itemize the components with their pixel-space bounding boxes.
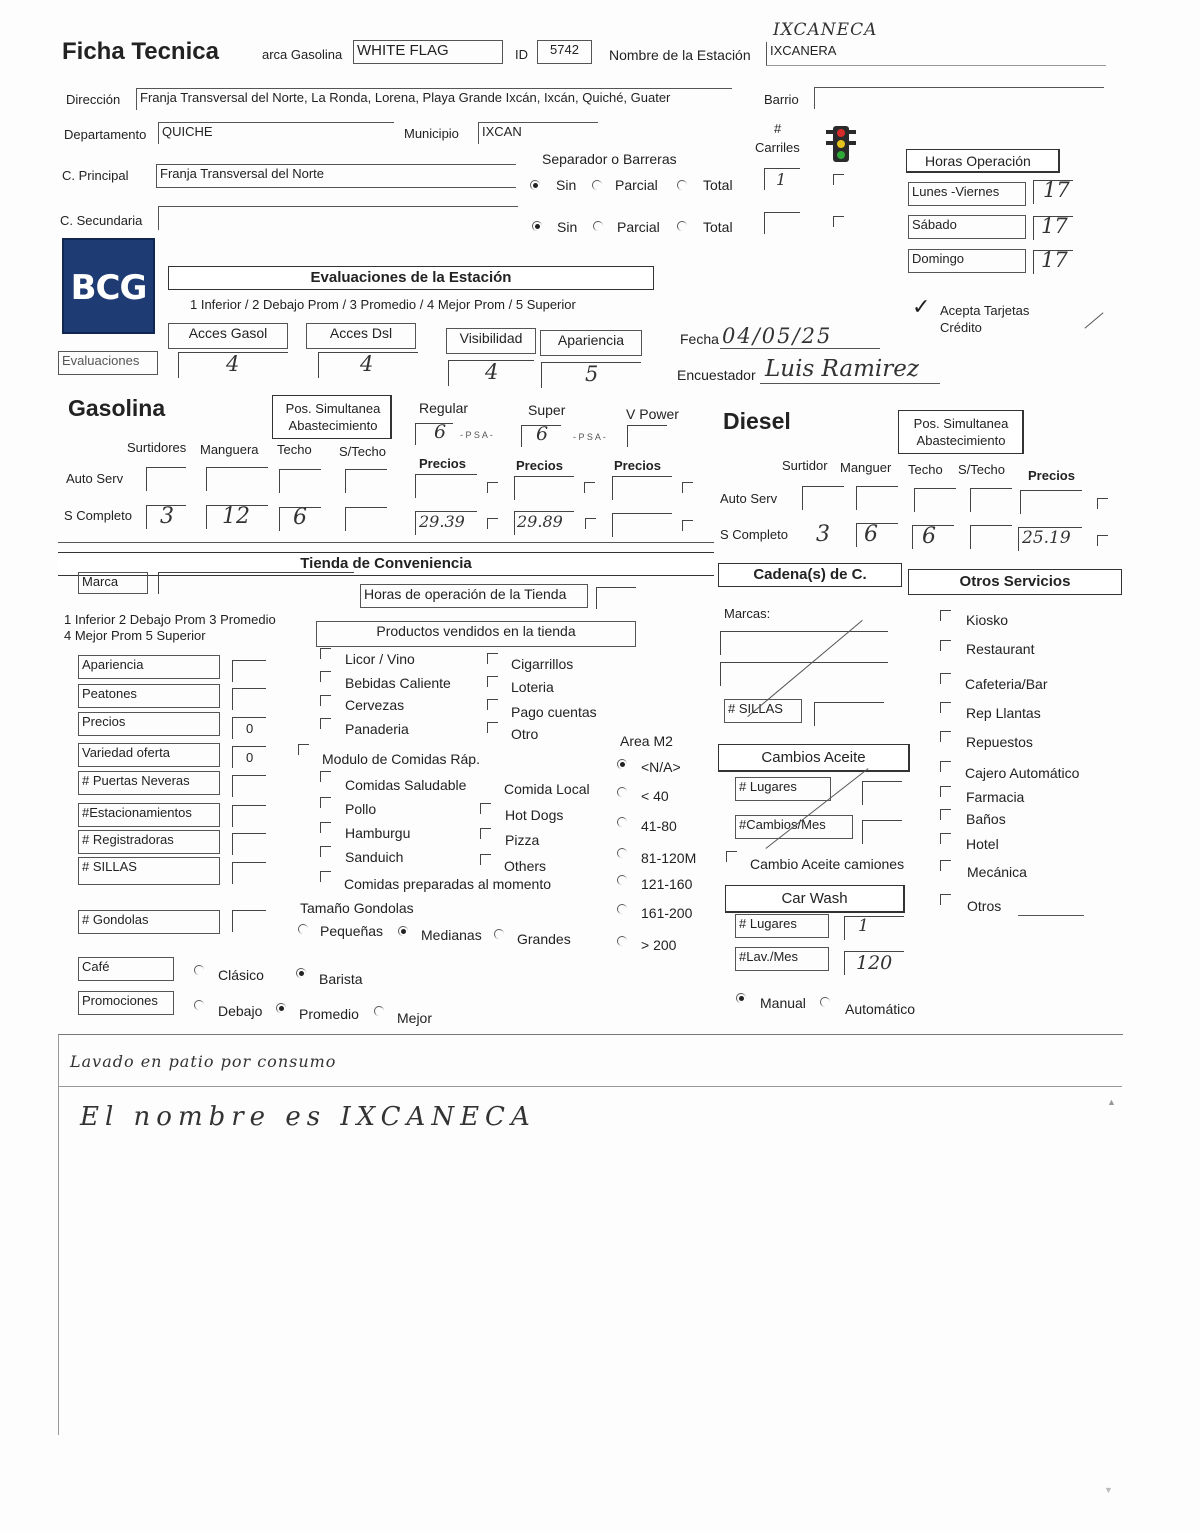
carwash-automatico-radio[interactable]	[820, 997, 830, 1007]
encuestador-value: Luis Ramirez	[765, 356, 920, 382]
tarjetas-label: Acepta Tarjetas Crédito	[940, 303, 1030, 335]
gondola-grandes-label: Grandes	[517, 931, 571, 947]
diesel-sc-techo-value: 6	[922, 524, 936, 549]
producto-loteria-checkbox[interactable]	[487, 676, 498, 687]
sep1-sin-radio[interactable]	[530, 180, 540, 190]
comidas-preparadas-checkbox[interactable]	[320, 871, 331, 882]
otros-cafeteria-label: Cafeteria/Bar	[965, 676, 1048, 692]
tienda-row-variedad: Variedad oferta	[78, 743, 220, 767]
cambio-camiones-checkbox[interactable]	[726, 851, 737, 862]
area-200-radio[interactable]	[617, 936, 627, 946]
encuestador-line	[760, 383, 940, 384]
bcg-logo	[62, 238, 155, 334]
otros-llantas-checkbox[interactable]	[940, 702, 951, 713]
otros-otros-checkbox[interactable]	[940, 894, 951, 905]
marca-gasolina-label: arca Gasolina	[262, 47, 343, 62]
diesel-sc-manguer-value: 6	[864, 522, 878, 547]
diesel-as-surtidor[interactable]	[802, 486, 844, 510]
tienda-row-puertas-field[interactable]	[232, 775, 266, 797]
secundaria-field[interactable]	[158, 206, 518, 230]
diesel-sc-precio-value: 25.19	[1022, 528, 1071, 548]
scroll-down-icon[interactable]: ▼	[1104, 1485, 1113, 1495]
otros-cajero-label: Cajero Automático	[965, 765, 1080, 781]
comida-sanduich-checkbox[interactable]	[320, 846, 331, 857]
cambios-mes-label: #Cambios/Mes	[735, 815, 853, 839]
producto-licor-label: Licor / Vino	[345, 651, 415, 667]
evaluaciones-scale: 1 Inferior / 2 Debajo Prom / 3 Promedio / 4 Mejor Prom / 5 Superior	[190, 297, 576, 312]
carriles-field-2[interactable]	[764, 212, 800, 234]
comida-others-label: Others	[504, 858, 547, 874]
tienda-scale-2: 4 Mejor Prom 5 Superior	[64, 628, 206, 643]
producto-licor-checkbox[interactable]	[320, 648, 331, 659]
gondola-grandes-radio[interactable]	[494, 929, 504, 939]
area-41-80-radio[interactable]	[617, 817, 627, 827]
principal-label: C. Principal	[62, 168, 129, 183]
notes-line-1: Lavado en patio por consumo	[70, 1052, 337, 1071]
vpower-psa-field[interactable]	[627, 425, 667, 447]
diesel-as-precio[interactable]	[1020, 490, 1082, 514]
comida-pollo-label: Pollo	[345, 801, 377, 817]
cadena-sillas-label: # SILLAS	[724, 699, 802, 723]
producto-panaderia-checkbox[interactable]	[320, 718, 331, 729]
diesel-as-stecho[interactable]	[970, 488, 1012, 512]
sep1-total-label: Total	[703, 177, 733, 193]
comida-pizza-label: Pizza	[505, 832, 540, 848]
diesel-sc-checkbox[interactable]	[1097, 535, 1108, 546]
sep1-total-radio[interactable]	[677, 180, 687, 190]
municipio-field[interactable]: IXCAN	[478, 122, 598, 144]
promo-debajo-radio[interactable]	[194, 1000, 204, 1010]
gas-sc-precio-super-value: 29.89	[517, 512, 563, 531]
super-label: Super	[528, 402, 566, 418]
gas-auto-serv-label: Auto Serv	[66, 471, 124, 486]
diesel-as-techo[interactable]	[914, 488, 956, 512]
sep1-parcial-label: Parcial	[615, 177, 658, 193]
regular-label: Regular	[419, 400, 469, 416]
promociones-label: Promociones	[78, 991, 174, 1015]
area-161-200-label: 161-200	[641, 905, 693, 921]
otros-otros-line	[1018, 915, 1084, 916]
gas-as-techo[interactable]	[279, 469, 321, 493]
promo-debajo-label: Debajo	[218, 1003, 263, 1019]
carwash-lugares-field[interactable]	[844, 916, 904, 940]
comida-others-checkbox[interactable]	[480, 854, 491, 865]
super-psa-value: 6	[536, 423, 549, 445]
diesel-precios-label: Precios	[1028, 468, 1075, 483]
gas-sc-techo-value: 6	[293, 505, 307, 530]
producto-otro-checkbox[interactable]	[487, 722, 498, 733]
diesel-pos-label: Pos. Simultanea Abastecimiento	[913, 416, 1009, 448]
gas-precios-vpower: Precios	[614, 458, 661, 473]
gas-as-vpower-checkbox[interactable]	[682, 482, 693, 493]
otros-cajero-checkbox[interactable]	[940, 761, 951, 772]
producto-cigarrillos-label: Cigarrillos	[511, 656, 574, 672]
carriles-value: 1	[776, 170, 787, 189]
gondola-medianas-label: Medianas	[421, 927, 482, 943]
sep2-parcial-radio[interactable]	[593, 221, 603, 231]
sep2-total-label: Total	[703, 219, 733, 235]
comida-saludable-checkbox[interactable]	[320, 771, 331, 782]
otros-kiosko-label: Kiosko	[966, 612, 1009, 628]
estacion-label: Nombre de la Estación	[609, 47, 751, 63]
semaforo-checkbox-2[interactable]	[833, 216, 844, 227]
tienda-marca-field[interactable]	[158, 572, 354, 594]
comida-saludable-label: Comidas Saludable	[345, 777, 467, 793]
tienda-row-estacionamientos: #Estacionamientos	[78, 803, 220, 827]
otros-servicios-title: Otros Servicios	[908, 569, 1122, 595]
gas-s-completo-label: S Completo	[64, 508, 132, 523]
cafe-clasico-label: Clásico	[218, 967, 264, 983]
gas-sc-surtidores-value: 3	[160, 504, 174, 529]
diesel-as-checkbox[interactable]	[1097, 498, 1108, 509]
otros-mecanica-label: Mecánica	[967, 864, 1027, 880]
estacion-handwritten: IXCANECA	[773, 20, 878, 40]
tienda-row-peatones: Peatones	[78, 684, 220, 708]
acces-dsl-label: Acces Dsl	[306, 323, 416, 349]
comida-hotdogs-label: Hot Dogs	[505, 807, 564, 823]
lunes-label-box: Lunes -Viernes	[908, 182, 1026, 206]
direccion-field[interactable]: Franja Transversal del Norte, La Ronda, Lorena, Playa Grande Ixcán, Ixcán, Quiché, Guater	[136, 88, 732, 110]
cadena-title: Cadena(s) de C.	[718, 563, 902, 587]
area-200-label: > 200	[641, 937, 677, 953]
gas-sc-precio-regular-value: 29.39	[419, 512, 465, 531]
tarjetas-tick	[1084, 312, 1103, 328]
area-81-120-radio[interactable]	[617, 848, 627, 858]
tienda-row-registradoras: # Registradoras	[78, 830, 220, 854]
id-field[interactable]: 5742	[537, 40, 592, 64]
cadena-marcas-label: Marcas:	[724, 606, 771, 621]
promo-promedio-label: Promedio	[299, 1006, 359, 1022]
gas-col-stecho: S/Techo	[339, 444, 386, 459]
carwash-automatico-label: Automático	[845, 1001, 916, 1017]
gondolas-title: Tamaño Gondolas	[300, 900, 414, 916]
section-divider	[58, 542, 714, 543]
cambios-lugares-label: # Lugares	[735, 777, 831, 801]
apariencia-value: 5	[585, 362, 599, 386]
diesel-as-manguer[interactable]	[856, 486, 898, 510]
comidas-preparadas-label: Comidas preparadas al momento	[344, 876, 551, 892]
otros-repuestos-checkbox[interactable]	[940, 731, 951, 742]
fecha-label: Fecha	[680, 331, 719, 347]
modulo-comidas-checkbox[interactable]	[298, 744, 309, 755]
area-title: Area M2	[620, 733, 673, 749]
otros-hotel-checkbox[interactable]	[940, 833, 951, 844]
gasolina-title: Gasolina	[68, 395, 166, 421]
notes-line-2: El nombre es IXCANECA	[80, 1102, 536, 1132]
gas-col-manguera: Manguera	[200, 442, 259, 457]
tienda-row-peatones-field[interactable]	[232, 688, 266, 710]
sep2-sin-radio[interactable]	[532, 221, 542, 231]
otros-cafeteria-checkbox[interactable]	[940, 673, 951, 684]
gondola-medianas-radio[interactable]	[398, 926, 408, 936]
gas-sc-vpower-checkbox[interactable]	[682, 520, 693, 531]
carriles-hash: #	[774, 121, 782, 136]
area-na-label: <N/A>	[641, 759, 681, 775]
separador-label: Separador o Barreras	[542, 151, 677, 167]
gas-as-manguera[interactable]	[206, 467, 268, 491]
carwash-lav-value: 120	[856, 952, 893, 974]
regular-psa-tag: - P S A -	[460, 430, 493, 440]
carwash-lugares-value: 1	[858, 916, 869, 936]
gas-precios-super: Precios	[516, 458, 563, 473]
acces-gasol-value: 4	[226, 352, 240, 376]
diesel-col-stecho: S/Techo	[958, 462, 1005, 477]
otros-banos-checkbox[interactable]	[940, 809, 951, 820]
area-161-200-radio[interactable]	[617, 904, 627, 914]
tienda-row-registradoras-field[interactable]	[232, 833, 266, 855]
otros-llantas-label: Rep Llantas	[966, 705, 1041, 721]
vpower-label: V Power	[626, 406, 679, 422]
area-121-160-label: 121-160	[641, 876, 693, 892]
secundaria-label: C. Secundaria	[60, 213, 143, 228]
tienda-scale-1: 1 Inferior 2 Debajo Prom 3 Promedio	[64, 612, 276, 627]
horas-operacion-label: Horas Operación	[925, 153, 1031, 169]
sep2-parcial-label: Parcial	[617, 219, 660, 235]
marca-gasolina-field[interactable]: WHITE FLAG	[353, 40, 503, 64]
diesel-title: Diesel	[723, 408, 791, 434]
diesel-col-techo: Techo	[908, 462, 943, 477]
visibilidad-value: 4	[485, 360, 499, 384]
gas-sc-manguera-value: 12	[222, 504, 250, 529]
diesel-auto-serv-label: Auto Serv	[720, 491, 778, 506]
carwash-manual-radio[interactable]	[736, 993, 746, 1003]
promo-mejor-radio[interactable]	[374, 1006, 384, 1016]
domingo-value: 17	[1041, 248, 1068, 272]
tienda-horas-field[interactable]	[596, 587, 636, 609]
page-title: Ficha Tecnica	[62, 38, 219, 65]
tienda-horas-label: Horas de operación de la Tienda	[360, 584, 588, 608]
cafe-label: Café	[78, 957, 174, 981]
gas-sc-precio-vpower[interactable]	[612, 513, 672, 537]
gas-as-stecho[interactable]	[345, 469, 387, 493]
regular-psa-value: 6	[434, 421, 447, 443]
otros-farmacia-label: Farmacia	[966, 789, 1025, 805]
diesel-sc-surtidor-value: 3	[816, 522, 830, 547]
departamento-field[interactable]: QUICHE	[158, 122, 394, 144]
gondola-pequenas-radio[interactable]	[298, 924, 308, 934]
carwash-lav-label: #Lav./Mes	[735, 947, 829, 971]
otros-restaurant-label: Restaurant	[966, 641, 1035, 657]
otros-mecanica-checkbox[interactable]	[940, 860, 951, 871]
tienda-row-precios-value: 0	[246, 721, 254, 736]
area-121-160-radio[interactable]	[617, 875, 627, 885]
cambios-lugares-field[interactable]	[862, 781, 902, 805]
tienda-row-precios: Precios	[78, 712, 220, 736]
fecha-line	[720, 348, 880, 349]
barrio-label: Barrio	[764, 92, 799, 107]
fecha-value: 04/05/25	[722, 324, 833, 348]
super-psa-tag: - P S A -	[573, 432, 606, 442]
cadena-sillas-field[interactable]	[814, 702, 884, 726]
area-40-radio[interactable]	[617, 787, 627, 797]
producto-pago-checkbox[interactable]	[487, 699, 498, 710]
sabado-value: 17	[1041, 214, 1068, 238]
sabado-label-box: Sábado	[908, 215, 1026, 239]
tienda-row-puertas: # Puertas Neveras	[78, 771, 220, 795]
tienda-row-sillas-field[interactable]	[232, 862, 266, 884]
producto-cervezas-checkbox[interactable]	[320, 695, 331, 706]
notes-line	[58, 1086, 1122, 1087]
tienda-row-apariencia-field[interactable]	[232, 660, 266, 682]
area-na-radio[interactable]	[617, 759, 627, 769]
tienda-row-apariencia: Apariencia	[78, 655, 220, 679]
otros-kiosko-checkbox[interactable]	[940, 610, 951, 621]
otros-farmacia-checkbox[interactable]	[940, 786, 951, 797]
notes-area[interactable]	[58, 1034, 1123, 1435]
gas-as-precio-regular[interactable]	[415, 474, 477, 498]
check-mark-icon: ✓	[912, 294, 931, 319]
gas-precios-regular: Precios	[419, 456, 466, 471]
tienda-row-estacionamientos-field[interactable]	[232, 805, 266, 827]
otros-restaurant-checkbox[interactable]	[940, 640, 951, 651]
producto-bebidas-label: Bebidas Caliente	[345, 675, 451, 691]
cambio-camiones-label: Cambio Aceite camiones	[750, 856, 905, 872]
diesel-col-surtidor: Surtidor	[782, 458, 828, 473]
cafe-barista-radio[interactable]	[296, 968, 306, 978]
tienda-row-variedad-value: 0	[246, 750, 254, 765]
promo-promedio-radio[interactable]	[276, 1003, 286, 1013]
comida-hamburgu-label: Hamburgu	[345, 825, 411, 841]
tienda-title: Tienda de Conveniencia	[58, 552, 714, 576]
apariencia-label: Apariencia	[540, 330, 642, 356]
area-81-120-label: 81-120M	[641, 850, 697, 866]
sep2-total-radio[interactable]	[677, 221, 687, 231]
principal-field[interactable]: Franja Transversal del Norte	[156, 164, 516, 188]
tienda-row-sillas: # SILLAS	[78, 857, 220, 885]
tienda-row-gondolas: # Gondolas	[78, 910, 220, 934]
comida-hotdogs-checkbox[interactable]	[480, 803, 491, 814]
gondola-pequenas-label: Pequeñas	[320, 923, 384, 939]
comida-hamburgu-checkbox[interactable]	[320, 822, 331, 833]
gas-as-super-checkbox[interactable]	[584, 482, 595, 493]
carriles-label: Carriles	[755, 140, 800, 155]
gas-as-surtidores[interactable]	[146, 467, 186, 491]
gas-sc-super-checkbox[interactable]	[585, 518, 596, 529]
producto-loteria-label: Loteria	[511, 679, 554, 695]
diesel-s-completo-label: S Completo	[720, 527, 788, 542]
gas-sc-stecho[interactable]	[345, 507, 387, 531]
otros-hotel-label: Hotel	[966, 836, 999, 852]
producto-otro-label: Otro	[511, 726, 539, 742]
diesel-sc-stecho[interactable]	[970, 525, 1012, 549]
evaluaciones-row-label: Evaluaciones	[58, 351, 158, 375]
cadena-marca-field-1[interactable]	[720, 631, 888, 655]
barrio-field[interactable]	[814, 87, 1104, 109]
otros-repuestos-label: Repuestos	[966, 734, 1033, 750]
diesel-col-manguer: Manguer	[840, 460, 892, 475]
departamento-label: Departamento	[64, 127, 147, 142]
domingo-label-box: Domingo	[908, 249, 1026, 273]
gas-col-techo: Techo	[277, 442, 312, 457]
bcg-logo-text: BCG	[70, 268, 147, 308]
gas-as-precio-vpower[interactable]	[612, 476, 672, 500]
gasolina-pos-label: Pos. Simultanea Abastecimiento	[285, 401, 381, 433]
evaluaciones-title: Evaluaciones de la Estación	[168, 266, 654, 290]
visibilidad-label: Visibilidad	[446, 328, 536, 354]
area-41-80-label: 41-80	[641, 818, 677, 834]
tienda-row-gondolas-field[interactable]	[232, 910, 266, 932]
cadena-marca-field-2[interactable]	[720, 662, 888, 686]
comida-pollo-checkbox[interactable]	[320, 797, 331, 808]
comida-pizza-checkbox[interactable]	[480, 828, 491, 839]
comida-sanduich-label: Sanduich	[345, 849, 404, 865]
municipio-label: Municipio	[404, 126, 459, 141]
cafe-clasico-radio[interactable]	[194, 965, 204, 975]
promo-mejor-label: Mejor	[397, 1010, 433, 1026]
producto-cervezas-label: Cervezas	[345, 697, 405, 713]
acces-dsl-value: 4	[360, 352, 374, 376]
producto-cigarrillos-checkbox[interactable]	[487, 653, 498, 664]
gas-as-regular-checkbox[interactable]	[487, 482, 498, 493]
producto-pago-label: Pago cuentas	[511, 704, 597, 720]
estacion-field[interactable]: IXCANERA	[766, 42, 1106, 66]
sep1-sin-label: Sin	[556, 177, 577, 193]
otros-banos-label: Baños	[966, 811, 1006, 827]
carwash-title: Car Wash	[725, 885, 905, 913]
traffic-light-icon	[823, 125, 859, 163]
producto-bebidas-checkbox[interactable]	[320, 671, 331, 682]
productos-title: Productos vendidos en la tienda	[316, 621, 636, 647]
scroll-up-icon[interactable]: ▲	[1107, 1097, 1116, 1107]
cambios-aceite-title: Cambios Aceite	[718, 744, 910, 772]
lunes-value: 17	[1043, 178, 1070, 202]
modulo-comidas-label: Modulo de Comidas Ráp.	[322, 751, 480, 767]
cafe-barista-label: Barista	[319, 971, 363, 987]
carwash-lugares-label: # Lugares	[735, 914, 829, 938]
carwash-manual-label: Manual	[760, 995, 806, 1011]
encuestador-label: Encuestador	[677, 367, 756, 383]
gas-col-surtidores: Surtidores	[127, 440, 187, 455]
comida-local-label: Comida Local	[504, 781, 590, 797]
cambios-mes-field[interactable]	[862, 820, 902, 844]
otros-otros-label: Otros	[967, 898, 1002, 914]
sep2-sin-label: Sin	[557, 219, 578, 235]
id-label: ID	[515, 47, 528, 62]
area-40-label: < 40	[641, 788, 669, 804]
gas-sc-regular-checkbox[interactable]	[487, 518, 498, 529]
semaforo-checkbox-1[interactable]	[833, 174, 844, 185]
direccion-label: Dirección	[66, 92, 121, 107]
gas-as-precio-super[interactable]	[514, 476, 574, 500]
tienda-marca-label: Marca	[78, 572, 148, 594]
acces-gasol-label: Acces Gasol	[168, 323, 288, 349]
sep1-parcial-radio[interactable]	[592, 180, 602, 190]
producto-panaderia-label: Panaderia	[345, 721, 409, 737]
